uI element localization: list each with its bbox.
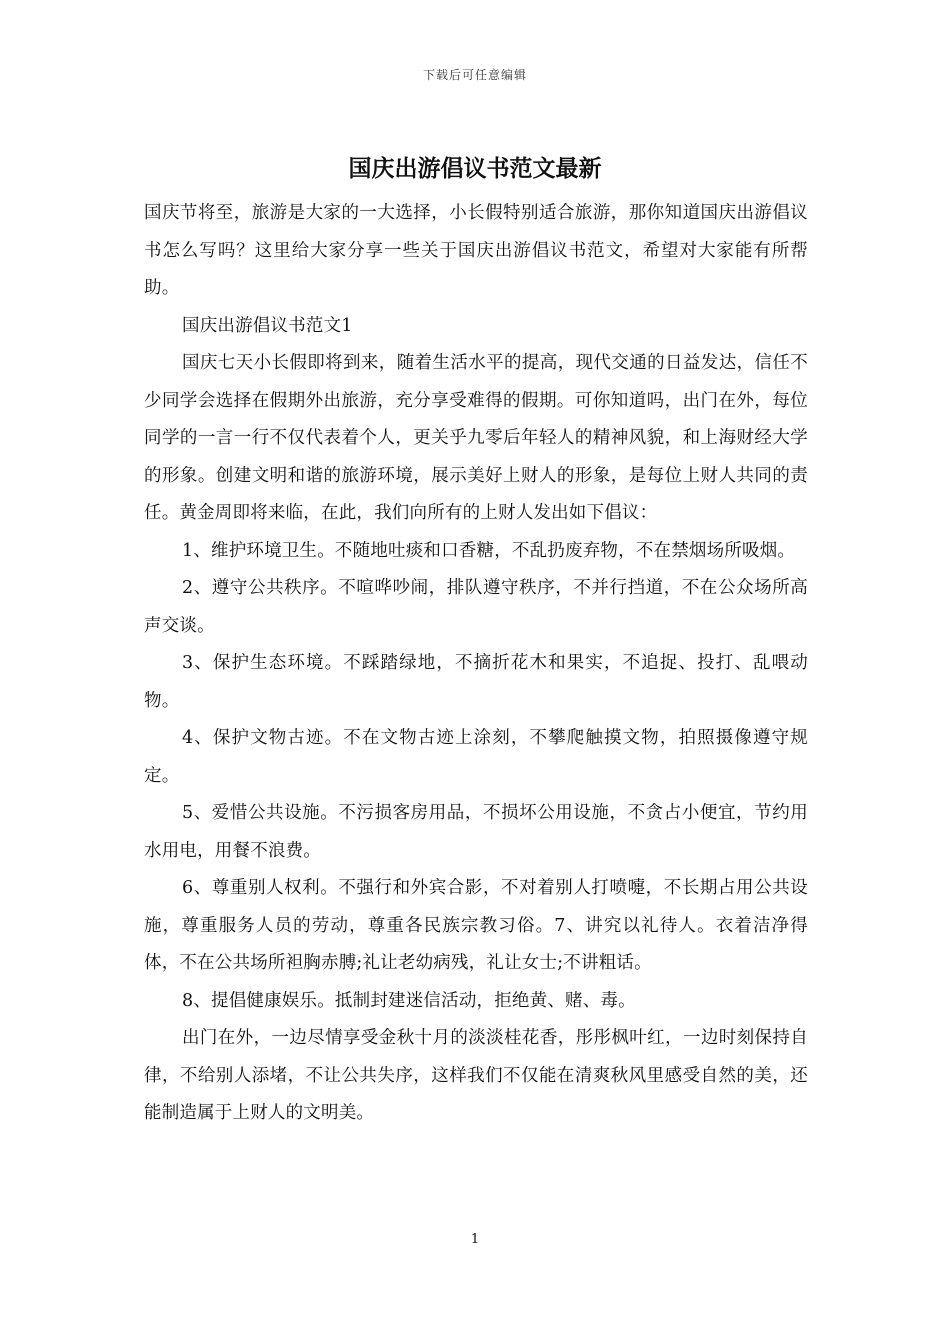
document-body	[144, 195, 808, 1133]
closing-paragraph: 出门在外，一边尽情享受金秋十月的淡淡桂花香，彤彤枫叶红，一边时刻保持自律，不给别人添堵，不让公共失序，这样我们不仅能在清爽秋风里感受自然的美，还能制造属于上财人的文明美。	[144, 1028, 808, 1123]
intro-paragraph: 国庆节将至，旅游是大家的一大选择，小长假特别适合旅游，那你知道国庆出游倡议书怎么写吗？这里给大家分享一些关于国庆出游倡议书范文，希望对大家能有所帮助。	[144, 203, 808, 298]
page-number: 1	[470, 1232, 480, 1247]
header-note: 下载后可任意编辑	[422, 68, 527, 82]
proposal-item: 5、爱惜公共设施。不污损客房用品，不损坏公用设施，不贪占小便宜，节约用水用电，用餐不浪费。	[144, 803, 808, 861]
section-heading: 国庆出游倡议书范文1	[182, 315, 353, 336]
proposal-item: 2、遵守公共秩序。不喧哗吵闹，排队遵守秩序，不并行挡道，不在公众场所高声交谈。	[144, 578, 808, 636]
proposal-item: 8、提倡健康娱乐。抵制封建迷信活动，拒绝黄、赌、毒。	[182, 990, 636, 1011]
proposal-item: 1、维护环境卫生。不随地吐痰和口香糖，不乱扔废弃物，不在禁烟场所吸烟。	[182, 540, 796, 561]
proposal-item: 6、尊重别人权利。不强行和外宾合影，不对着别人打喷嚏，不长期占用公共设施，尊重服务人员的劳动，尊重各民族宗教习俗。7、讲究以礼待人。衣着洁净得体，不在公共场所袒胸赤膊;礼让老幼病残，礼让女士;不讲粗话。	[144, 878, 808, 973]
proposal-item: 4、保护文物古迹。不在文物古迹上涂刻，不攀爬触摸文物，拍照摄像遵守规定。	[144, 728, 808, 786]
page-title: 国庆出游倡议书范文最新	[348, 155, 602, 182]
proposal-item: 3、保护生态环境。不踩踏绿地，不摘折花木和果实，不追捉、投打、乱喂动物。	[144, 653, 808, 711]
body-paragraph: 国庆七天小长假即将到来，随着生活水平的提高，现代交通的日益发达，信任不少同学会选择在假期外出旅游，充分享受难得的假期。可你知道吗，出门在外，每位同学的一言一行不仅代表着个人，更关乎九零后年轻人的精神风貌，和上海财经大学的形象。创建文明和谐的旅游环境，展示美好上财人的形象，是每位上财人共同的责任。黄金周即将来临，在此，我们向所有的上财人发出如下倡议：	[144, 353, 808, 523]
